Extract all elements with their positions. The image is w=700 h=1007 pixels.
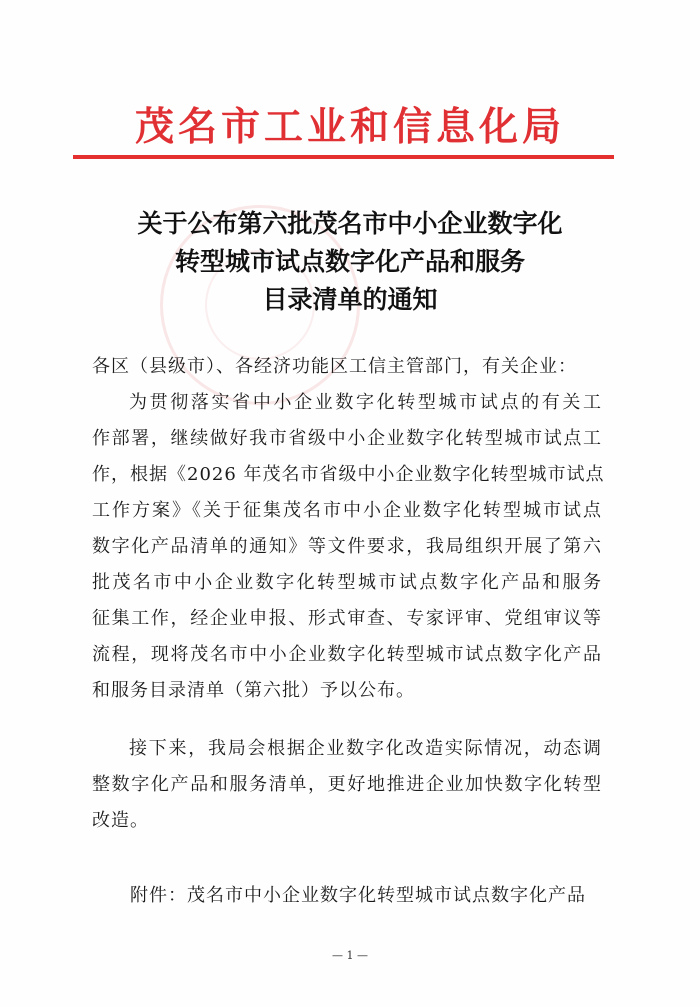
title-line-2: 转型城市试点数字化产品和服务 — [174, 247, 525, 276]
title-line-3: 目录清单的通知 — [262, 285, 438, 314]
agency-header: 茂名市工业和信息化局 — [134, 104, 565, 150]
paragraph-line: 作，根据《2026 年茂名市省级中小企业数字化转型城市试点 — [92, 464, 605, 485]
header-red-rule — [73, 155, 614, 159]
paragraph-line: 数字化产品清单的通知》等文件要求，我局组织开展了第六 — [92, 536, 602, 557]
paragraph-line: 为贯彻落实省中小企业数字化转型城市试点的有关工 — [129, 392, 602, 413]
page-number: — 1 — — [332, 949, 368, 962]
paragraph-line: 接下来，我局会根据企业数字化改造实际情况，动态调 — [129, 738, 602, 759]
body-paragraph-2 — [92, 731, 602, 839]
paragraph-line: 批茂名市中小企业数字化转型城市试点数字化产品和服务 — [92, 572, 602, 593]
paragraph-line: 流程，现将茂名市中小企业数字化转型城市试点数字化产品 — [92, 644, 602, 665]
paragraph-line: 工作方案》《关于征集茂名市中小企业数字化转型城市试点 — [92, 500, 602, 521]
paragraph-line: 作部署，继续做好我市省级中小企业数字化转型城市试点工 — [92, 428, 602, 449]
document-title — [0, 205, 700, 319]
title-line-1: 关于公布第六批茂名市中小企业数字化 — [137, 209, 563, 238]
body-paragraph-1 — [92, 385, 605, 709]
paragraph-line: 整数字化产品和服务清单，更好地推进企业加快数字化转型 — [92, 774, 602, 795]
addressee-line: 各区（县级市）、各经济功能区工信主管部门，有关企业： — [92, 356, 577, 377]
paragraph-line: 改造。 — [92, 810, 149, 831]
paragraph-line: 征集工作，经企业申报、形式审查、专家评审、党组审议等 — [92, 608, 602, 629]
paragraph-line: 和服务目录清单（第六批）予以公布。 — [92, 680, 415, 701]
attachment-line: 附件：茂名市中小企业数字化转型城市试点数字化产品 — [130, 885, 586, 906]
